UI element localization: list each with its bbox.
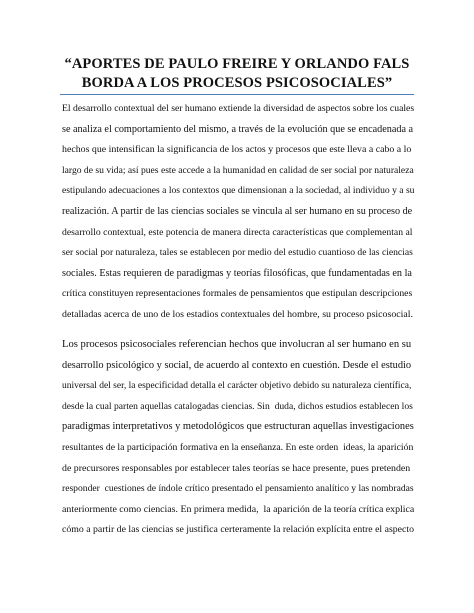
paragraph-line: Los procesos psicosociales referencian hechos que involucran al ser humano en su bbox=[62, 339, 412, 350]
document-title bbox=[60, 55, 414, 93]
paragraph-line: hechos que intensifican la significancia de los actos y procesos que este lleva a cabo a lo bbox=[62, 144, 412, 156]
paragraph-line: de precursores responsables por establecer tales teorías se hace presente, pues pretenden bbox=[62, 462, 411, 474]
paragraph-line: desarrollo psicológico y social, de acuerdo al contexto en cuestión. Desde el estudio bbox=[62, 359, 412, 371]
paragraph-line: anteriormente como ciencias. En primera medida, la aparición de la teoría crítica explica bbox=[62, 503, 415, 515]
paragraph-1 bbox=[62, 99, 414, 326]
paragraph-line: se analiza el comportamiento del mismo, a través de la evolución que se encadenada a bbox=[62, 123, 414, 135]
paragraph-line: universal del ser, la especificidad detalla el carácter objetivo debido su naturaleza científica, bbox=[62, 381, 412, 392]
paragraph-line: ser social por naturaleza, tales se establecen por medio del estudio cuantioso de las ciencias bbox=[62, 247, 413, 259]
paragraph-line: El desarrollo contextual del ser humano extiende la diversidad de aspectos sobre los cuales bbox=[62, 103, 415, 114]
paragraph-line: largo de su vida; así pues este accede a la humanidad en calidad de ser social por naturaleza bbox=[62, 164, 414, 176]
paragraph-line: desarrollo contextual, este potencia de manera directa características que complementan al bbox=[62, 226, 413, 238]
paragraph-line: estipulando adecuaciones a los contextos que dimensionan a la sociedad, al individuo y a su bbox=[62, 185, 415, 197]
title-line: “APORTES DE PAULO FREIRE Y ORLANDO FALS bbox=[64, 56, 410, 72]
paragraph-line: realización. A partir de las ciencias sociales se vincula al ser humano en su proceso de bbox=[62, 205, 413, 217]
paragraph-line: crítica constituyen representaciones formales de pensamientos que estipulan descripciones bbox=[62, 288, 413, 300]
paragraph-line: responder cuestiones de índole crítico presentado el pensamiento analítico y las nombradas bbox=[62, 483, 414, 495]
paragraph-line: desde la cual parten aquellas catalogadas ciencias. Sin duda, dichos estudios establecen los bbox=[62, 400, 413, 412]
paragraph-line: detalladas acerca de uno de los estadios contextuales del hombre, su proceso psicosocial. bbox=[62, 308, 413, 320]
paragraph-line: sociales. Estas requieren de paradigmas y teorías filosóficas, que fundamentadas en la bbox=[62, 267, 412, 279]
paragraph-line: resultantes de la participación formativa en la enseñanza. En este orden ideas, la aparición bbox=[62, 441, 414, 453]
paragraph-line: paradigmas interpretativos y metodológicos que estructuran aquellas investigaciones bbox=[62, 421, 414, 433]
paragraph-2 bbox=[62, 335, 414, 541]
title-line: BORDA A LOS PROCESOS PSICOSOCIALES” bbox=[81, 75, 393, 91]
paragraph-line: cómo a partir de las ciencias se justifica certeramente la relación explícita entre el aspecto bbox=[62, 524, 414, 536]
title-underline-rule bbox=[60, 94, 414, 95]
